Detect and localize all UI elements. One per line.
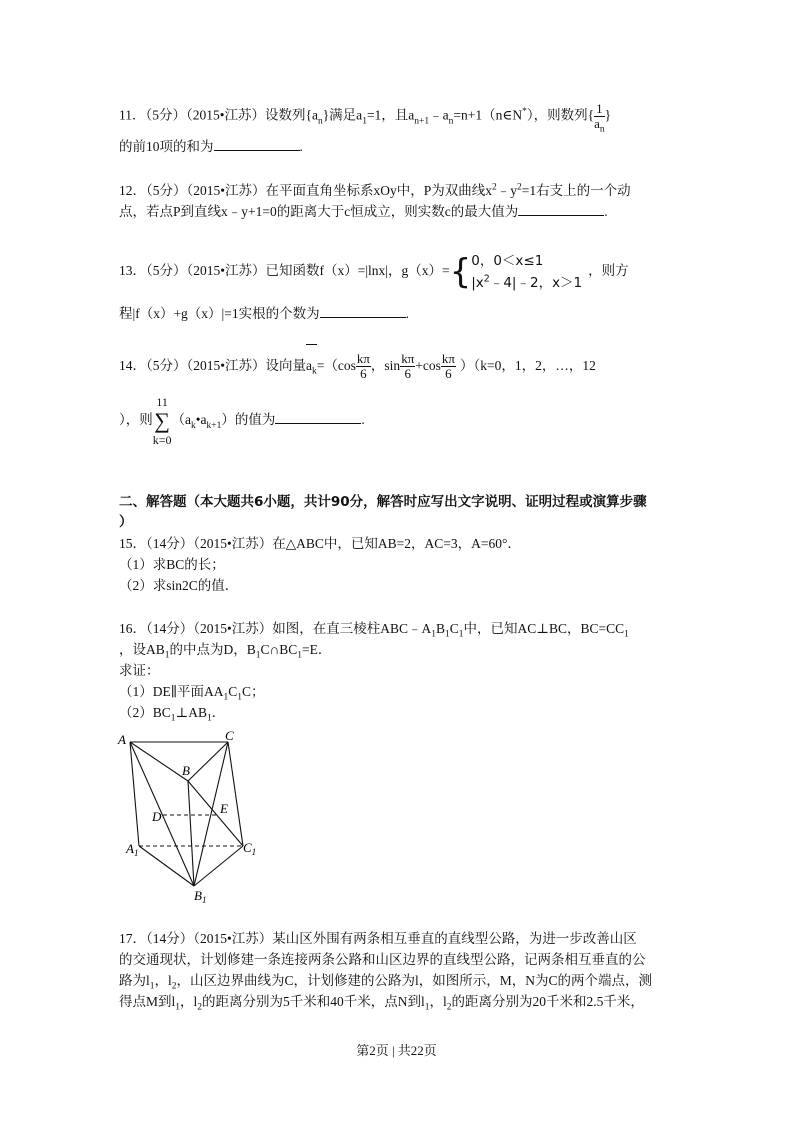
edge-B1C1 <box>194 846 243 886</box>
q11-fraction: $\frac{1}{a_n}$ <box>594 101 605 135</box>
piecewise-cases: 0，0＜x≤1 $|x^2﹣4|﹣2$，x＞1 <box>471 252 583 291</box>
q15-line1: 15．（14分）（2015•江苏）在△ABC中，已知AB=2，AC=3，A=60°． <box>119 536 521 551</box>
q12-line2: 点，若点P到直线x﹣y+1=0的距离大于c恒成立，则实数c的最大值为 . <box>119 204 608 219</box>
label-D: D <box>152 809 162 824</box>
page-footer: 第2页 | 共22页 <box>356 1043 437 1058</box>
q17-line2: 的交通现状，计划修建一条连接两条公路和山区边界的直线型公路，记两条相互垂直的公 <box>119 952 646 967</box>
label-E: E <box>220 801 228 816</box>
section-heading: 二、解答题（本大题共6小题，共计90分，解答时应写出文字说明、证明过程或演算步骤 <box>119 494 647 510</box>
q13-line2: 程|f（x）+g（x）|=1实根的个数为 . <box>119 306 410 321</box>
label-A: A <box>118 732 126 747</box>
q16-prove: 求证： <box>119 663 160 678</box>
q16-part1: （1）DE∥平面$AA_1C_1C$； <box>119 684 265 703</box>
q14-line2: ），则11 ∑ $k=0(a_k•a_{k+1})$的值为 . <box>119 395 365 447</box>
label-B1: $B_1$ <box>194 888 207 903</box>
answer-blank[interactable] <box>275 411 361 424</box>
q17-line3: 路为$l_1$，$l_2$，山区边界曲线为C，计划修建的公路为l，如图所示，M，N为C的两个端点，测 <box>119 973 653 992</box>
vector-a-k: $a_k$ <box>306 348 317 384</box>
q11-line2: 的前10项的和为 . <box>119 139 303 154</box>
edge-A1B1 <box>139 846 194 886</box>
answer-blank[interactable] <box>214 138 300 151</box>
q17-line4: 得点M到$l_1$，$l_2$的距离分别为5千米和40千米，点N到$l_1$，$l_2$的距离分别为20千米和2.5千米， <box>119 994 644 1013</box>
label-A1: $A_1$ <box>126 841 139 858</box>
cases-brace: { <box>449 251 472 292</box>
q16-line2: ，设$AB_1$的中点为D，$B_1C\cap BC_1=E$． <box>119 642 332 661</box>
q13-line1: 13．（5分）（2015•江苏）已知函数f（x）=|lnx|，g（x）={ 0，0＜x≤1 $|x^2﹣4|﹣2$，x＞1 ，则方 <box>119 251 629 292</box>
label-C1: $C_1$ <box>243 840 257 857</box>
prism-figure <box>115 728 275 903</box>
edge-BC <box>188 742 228 781</box>
section-heading-cont: ） <box>119 514 133 530</box>
edge-BB1 <box>188 781 194 886</box>
q14-line1: 14．（5分）（2015•江苏）设向量$a_k=(\cos$ $\frac{k\pi}{6}$ ，sin $\frac{k\pi}{6}$ +cos $\frac{k\pi}{6}$ ）（k=0，1，2，…，12 <box>119 348 596 384</box>
q15-part1: （1）求BC的长； <box>119 557 225 572</box>
q15-part2: （2）求sin2C的值． <box>119 578 239 593</box>
q16-line1: 16．（14分）（2015•江苏）如图，在直三棱柱$ABC﹣A_1B_1C_1$中，已知AC⊥BC，$BC=CC_1$ <box>119 621 629 640</box>
q11-line1: 11．（5分）（2015•江苏）设数列$\{a_n\}$满足$a_1=1$，且$a_{n+1}﹣a_n=n+1(n\in N^*)$，则数列{ $\frac{1}{a_n}$ } <box>119 101 612 135</box>
answer-blank[interactable] <box>320 305 406 318</box>
q16-part2: $(2)BC_1\perp AB_1$． <box>119 705 226 724</box>
label-B: B <box>182 763 190 778</box>
summation: 11 ∑ k=0 <box>152 395 172 447</box>
edge-AA1 <box>130 742 139 846</box>
label-C: C <box>225 728 234 743</box>
answer-blank[interactable] <box>518 203 604 216</box>
q12-line1: 12．（5分）（2015•江苏）在平面直角坐标系xOy中，P为双曲线$x^2﹣y^2=1$右支上的一个动 <box>119 182 631 198</box>
q17-line1: 17．（14分）（2015•江苏）某山区外围有两条相互垂直的直线型公路，为进一步改善山区 <box>119 931 637 946</box>
